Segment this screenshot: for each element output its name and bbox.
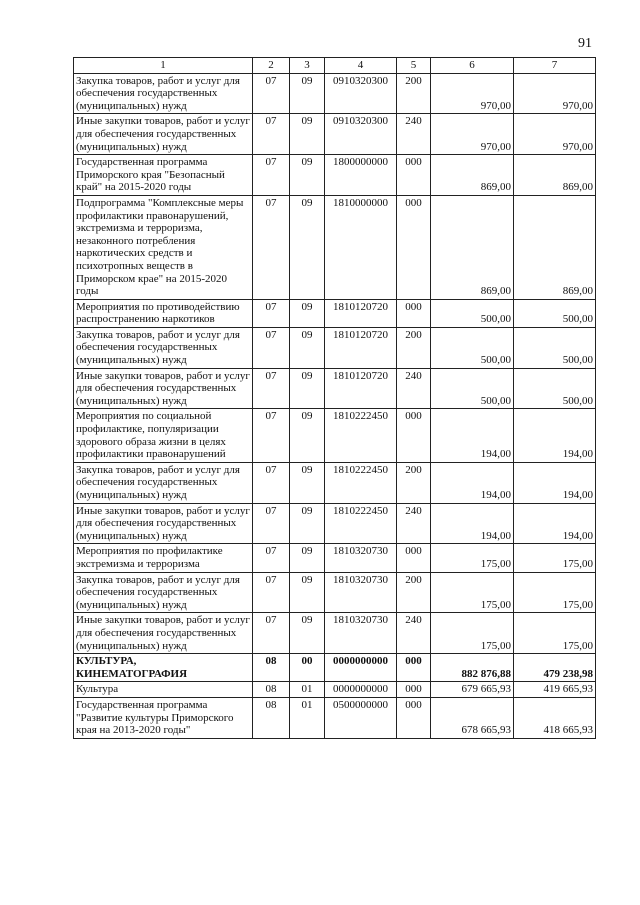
row-target-code: 1810222450 — [325, 409, 397, 462]
row-target-code: 1810120720 — [325, 327, 397, 368]
row-section: 08 — [253, 654, 290, 682]
row-amount-1: 679 665,93 — [431, 682, 514, 698]
row-amount-2: 869,00 — [514, 195, 596, 299]
row-expense-type: 240 — [397, 613, 431, 654]
row-section: 07 — [253, 613, 290, 654]
row-target-code: 1810000000 — [325, 195, 397, 299]
header-cell: 1 — [74, 58, 253, 74]
row-subsection: 09 — [290, 613, 325, 654]
table-row — [74, 114, 596, 155]
row-subsection: 00 — [290, 654, 325, 682]
row-section: 08 — [253, 682, 290, 698]
row-expense-type: 200 — [397, 73, 431, 114]
row-amount-1: 970,00 — [431, 114, 514, 155]
table-row — [74, 697, 596, 738]
row-target-code: 1810120720 — [325, 368, 397, 409]
row-subsection: 09 — [290, 195, 325, 299]
row-name: Культура — [74, 682, 253, 698]
row-section: 07 — [253, 195, 290, 299]
row-amount-1: 869,00 — [431, 195, 514, 299]
row-target-code: 1810222450 — [325, 503, 397, 544]
row-subsection: 09 — [290, 503, 325, 544]
row-expense-type: 000 — [397, 155, 431, 196]
row-amount-2: 194,00 — [514, 409, 596, 462]
row-target-code: 0000000000 — [325, 654, 397, 682]
row-amount-2: 500,00 — [514, 368, 596, 409]
row-expense-type: 240 — [397, 368, 431, 409]
row-name: Закупка товаров, работ и услуг для обеспечения государственных (муниципальных) нужд — [74, 327, 253, 368]
row-target-code: 0910320300 — [325, 114, 397, 155]
row-expense-type: 000 — [397, 299, 431, 327]
row-subsection: 09 — [290, 73, 325, 114]
row-amount-2: 500,00 — [514, 327, 596, 368]
header-cell: 4 — [325, 58, 397, 74]
row-expense-type: 200 — [397, 462, 431, 503]
table-row — [74, 409, 596, 462]
row-subsection: 09 — [290, 299, 325, 327]
row-subsection: 09 — [290, 368, 325, 409]
row-amount-2: 175,00 — [514, 572, 596, 613]
row-name: КУЛЬТУРА, КИНЕМАТОГРАФИЯ — [74, 654, 253, 682]
row-expense-type: 000 — [397, 544, 431, 572]
row-subsection: 09 — [290, 462, 325, 503]
row-section: 07 — [253, 327, 290, 368]
row-name: Закупка товаров, работ и услуг для обеспечения государственных (муниципальных) нужд — [74, 462, 253, 503]
row-section: 07 — [253, 155, 290, 196]
row-name: Иные закупки товаров, работ и услуг для обеспечения государственных (муниципальных) нужд — [74, 613, 253, 654]
row-target-code: 1800000000 — [325, 155, 397, 196]
table-row — [74, 654, 596, 682]
table-row — [74, 195, 596, 299]
row-name: Иные закупки товаров, работ и услуг для обеспечения государственных (муниципальных) нужд — [74, 503, 253, 544]
row-subsection: 09 — [290, 544, 325, 572]
row-expense-type: 000 — [397, 195, 431, 299]
row-subsection: 01 — [290, 697, 325, 738]
row-name: Закупка товаров, работ и услуг для обеспечения государственных (муниципальных) нужд — [74, 73, 253, 114]
row-expense-type: 200 — [397, 572, 431, 613]
row-expense-type: 000 — [397, 409, 431, 462]
row-subsection: 09 — [290, 155, 325, 196]
row-amount-1: 500,00 — [431, 327, 514, 368]
row-subsection: 01 — [290, 682, 325, 698]
row-name: Мероприятия по профилактике экстремизма и терроризма — [74, 544, 253, 572]
row-name: Иные закупки товаров, работ и услуг для обеспечения государственных (муниципальных) нужд — [74, 114, 253, 155]
row-expense-type: 240 — [397, 114, 431, 155]
row-amount-1: 194,00 — [431, 503, 514, 544]
table-row — [74, 503, 596, 544]
table-row — [74, 682, 596, 698]
row-amount-1: 194,00 — [431, 409, 514, 462]
row-amount-2: 970,00 — [514, 73, 596, 114]
row-subsection: 09 — [290, 327, 325, 368]
row-section: 07 — [253, 409, 290, 462]
row-amount-1: 970,00 — [431, 73, 514, 114]
row-expense-type: 000 — [397, 682, 431, 698]
row-subsection: 09 — [290, 114, 325, 155]
row-amount-2: 194,00 — [514, 462, 596, 503]
row-target-code: 0500000000 — [325, 697, 397, 738]
row-amount-1: 175,00 — [431, 544, 514, 572]
table-row — [74, 73, 596, 114]
budget-table — [73, 57, 596, 739]
row-target-code: 1810222450 — [325, 462, 397, 503]
row-name: Подпрограмма "Комплексные меры профилактики правонарушений, экстремизма и терроризма, незаконного потребления наркотических средств и психотропных веществ в Приморском крае" на 2015-2020 годы — [74, 195, 253, 299]
row-target-code: 1810320730 — [325, 613, 397, 654]
row-section: 07 — [253, 462, 290, 503]
table-row — [74, 299, 596, 327]
row-amount-1: 882 876,88 — [431, 654, 514, 682]
row-section: 07 — [253, 114, 290, 155]
row-subsection: 09 — [290, 572, 325, 613]
row-amount-1: 678 665,93 — [431, 697, 514, 738]
row-expense-type: 000 — [397, 697, 431, 738]
table-row — [74, 462, 596, 503]
row-amount-2: 419 665,93 — [514, 682, 596, 698]
row-name: Государственная программа "Развитие культуры Приморского края на 2013-2020 годы" — [74, 697, 253, 738]
row-name: Мероприятия по социальной профилактике, популяризации здорового образа жизни в целях профилактики правонарушений — [74, 409, 253, 462]
table-row — [74, 613, 596, 654]
row-amount-2: 175,00 — [514, 613, 596, 654]
row-amount-2: 500,00 — [514, 299, 596, 327]
row-expense-type: 240 — [397, 503, 431, 544]
table-row — [74, 544, 596, 572]
row-amount-2: 479 238,98 — [514, 654, 596, 682]
table-row — [74, 155, 596, 196]
row-target-code: 1810120720 — [325, 299, 397, 327]
row-section: 07 — [253, 503, 290, 544]
row-expense-type: 200 — [397, 327, 431, 368]
row-amount-2: 970,00 — [514, 114, 596, 155]
table-header-row — [74, 58, 596, 74]
row-section: 07 — [253, 572, 290, 613]
table-row — [74, 327, 596, 368]
row-name: Государственная программа Приморского края "Безопасный край" на 2015-2020 годы — [74, 155, 253, 196]
table-row — [74, 572, 596, 613]
row-section: 07 — [253, 73, 290, 114]
row-subsection: 09 — [290, 409, 325, 462]
row-section: 07 — [253, 299, 290, 327]
row-amount-1: 175,00 — [431, 613, 514, 654]
row-amount-2: 194,00 — [514, 503, 596, 544]
table-row — [74, 368, 596, 409]
row-target-code: 1810320730 — [325, 572, 397, 613]
row-target-code: 1810320730 — [325, 544, 397, 572]
row-expense-type: 000 — [397, 654, 431, 682]
row-amount-2: 869,00 — [514, 155, 596, 196]
row-target-code: 0000000000 — [325, 682, 397, 698]
row-name: Закупка товаров, работ и услуг для обеспечения государственных (муниципальных) нужд — [74, 572, 253, 613]
row-amount-1: 869,00 — [431, 155, 514, 196]
header-cell: 7 — [514, 58, 596, 74]
row-amount-2: 418 665,93 — [514, 697, 596, 738]
header-cell: 2 — [253, 58, 290, 74]
row-amount-1: 500,00 — [431, 299, 514, 327]
header-cell: 6 — [431, 58, 514, 74]
page-number: 91 — [578, 36, 592, 51]
row-target-code: 0910320300 — [325, 73, 397, 114]
row-section: 07 — [253, 368, 290, 409]
row-section: 07 — [253, 544, 290, 572]
row-amount-1: 500,00 — [431, 368, 514, 409]
header-cell: 5 — [397, 58, 431, 74]
row-amount-1: 194,00 — [431, 462, 514, 503]
row-section: 08 — [253, 697, 290, 738]
row-name: Мероприятия по противодействию распространению наркотиков — [74, 299, 253, 327]
row-amount-2: 175,00 — [514, 544, 596, 572]
row-name: Иные закупки товаров, работ и услуг для обеспечения государственных (муниципальных) нужд — [74, 368, 253, 409]
row-amount-1: 175,00 — [431, 572, 514, 613]
header-cell: 3 — [290, 58, 325, 74]
